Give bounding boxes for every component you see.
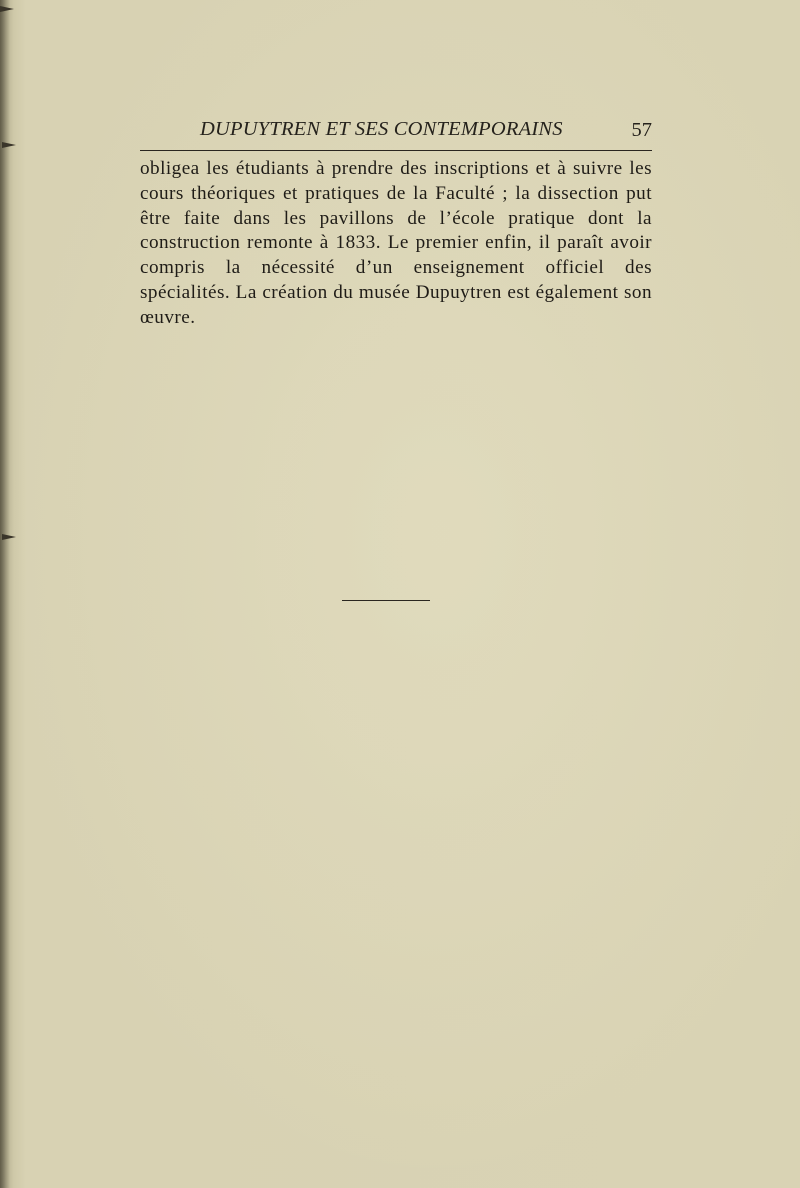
margin-mark xyxy=(0,6,14,12)
section-end-rule xyxy=(342,600,430,601)
page-number: 57 xyxy=(631,119,652,141)
margin-mark xyxy=(2,534,16,540)
margin-mark xyxy=(2,142,16,148)
binding-shadow xyxy=(0,0,10,1188)
body-paragraph: obligea les étudiants à prendre des inscriptions et à suivre les cours théoriques et pratiques de la Faculté ; la dissection put être faite dans les pavillons de l’école pratique dont la construction remonte à 1833. Le premier enfin, il paraît avoir compris la nécessité d’un enseignement officiel des spécialités. La création du musée Dupuytren est également son œuvre. xyxy=(140,158,652,328)
running-header xyxy=(140,116,652,151)
running-title: DUPUYTREN ET SES CONTEMPORAINS xyxy=(200,118,563,140)
